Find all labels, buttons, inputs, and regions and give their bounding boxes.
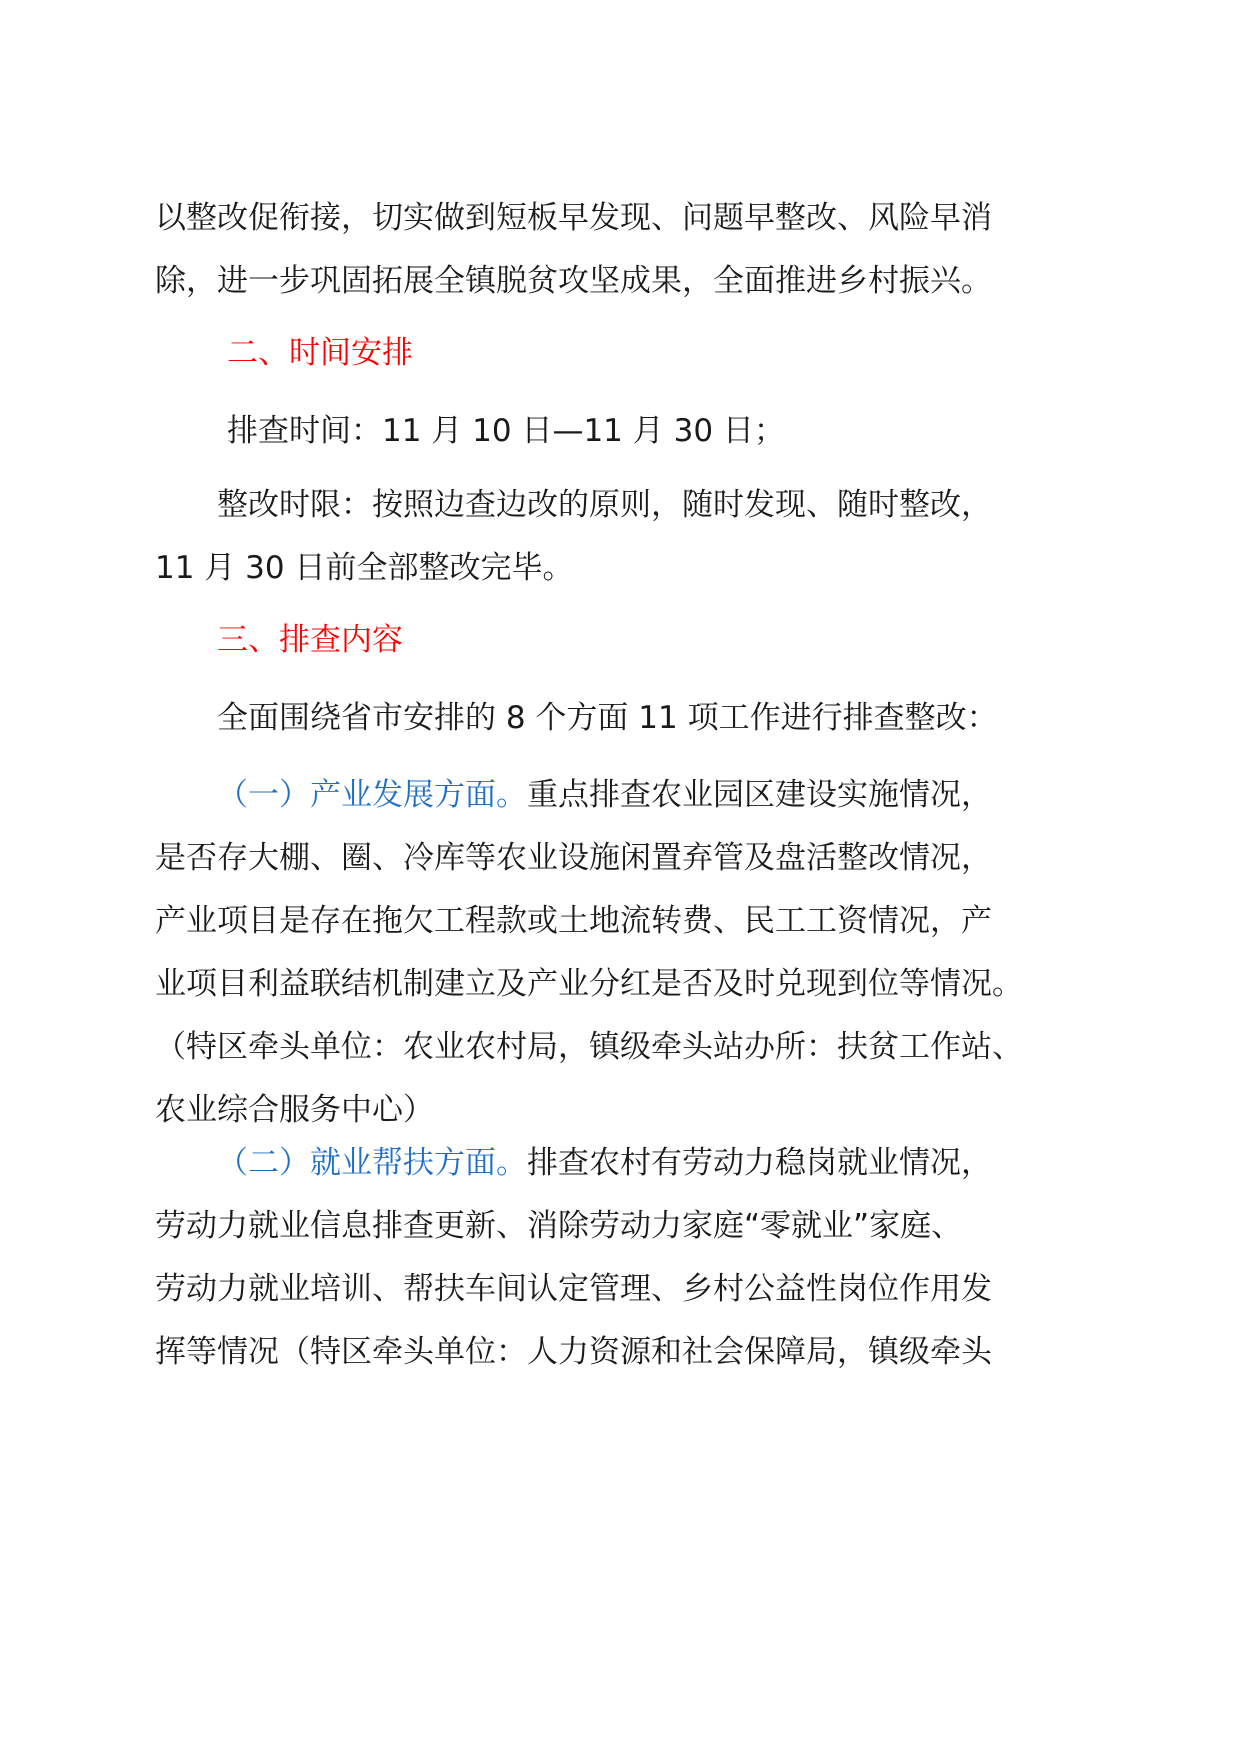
item1-line-3: 产业项目是存在拖欠工程款或土地流转费、民工工资情况，产 <box>155 903 992 939</box>
section-heading-time-schedule: 二、时间安排 <box>227 335 413 371</box>
item-employment-assistance <box>155 1132 1115 1384</box>
section-heading-check-content: 三、排查内容 <box>217 622 403 658</box>
intro-line-2: 除，进一步巩固拓展全镇脱贫攻坚成果，全面推进乡村振兴。 <box>155 263 992 299</box>
item1-line-2: 是否存大棚、圈、冷库等农业设施闲置弃管及盘活整改情况， <box>155 840 992 876</box>
intro-line-1: 以整改促衔接，切实做到短板早发现、问题早整改、风险早消 <box>155 200 992 236</box>
item1-line-6: 农业综合服务中心） <box>155 1092 434 1128</box>
item2-line-2: 劳动力就业信息排查更新、消除劳动力家庭“零就业”家庭、 <box>155 1208 963 1244</box>
item2-label: （二）就业帮扶方面。 <box>217 1145 527 1181</box>
item2-line-1: 排查农村有劳动力稳岗就业情况， <box>527 1145 992 1181</box>
item1-line-1: 重点排查农业园区建设实施情况， <box>527 777 992 813</box>
schedule-paragraph: 排查时间：11 月 10 日—11 月 30 日； <box>227 413 785 449</box>
deadline-line-2: 11 月 30 日前全部整改完毕。 <box>155 550 574 586</box>
item1-line-5: （特区牵头单位：农业农村局，镇级牵头站办所：扶贫工作站、 <box>155 1029 1023 1065</box>
item-industry-development <box>155 764 1115 1142</box>
deadline-paragraph <box>155 474 1115 600</box>
intro-paragraph <box>155 187 1115 313</box>
item1-line-4: 业项目利益联结机制建立及产业分红是否及时兑现到位等情况。 <box>155 966 1023 1002</box>
item2-line-4: 挥等情况（特区牵头单位：人力资源和社会保障局，镇级牵头 <box>155 1334 992 1370</box>
item1-label: （一）产业发展方面。 <box>217 777 527 813</box>
check-content-intro: 全面围绕省市安排的 8 个方面 11 项工作进行排查整改： <box>217 700 998 736</box>
deadline-line-1: 整改时限：按照边查边改的原则，随时发现、随时整改， <box>217 487 992 523</box>
item2-line-3: 劳动力就业培训、帮扶车间认定管理、乡村公益性岗位作用发 <box>155 1271 992 1307</box>
